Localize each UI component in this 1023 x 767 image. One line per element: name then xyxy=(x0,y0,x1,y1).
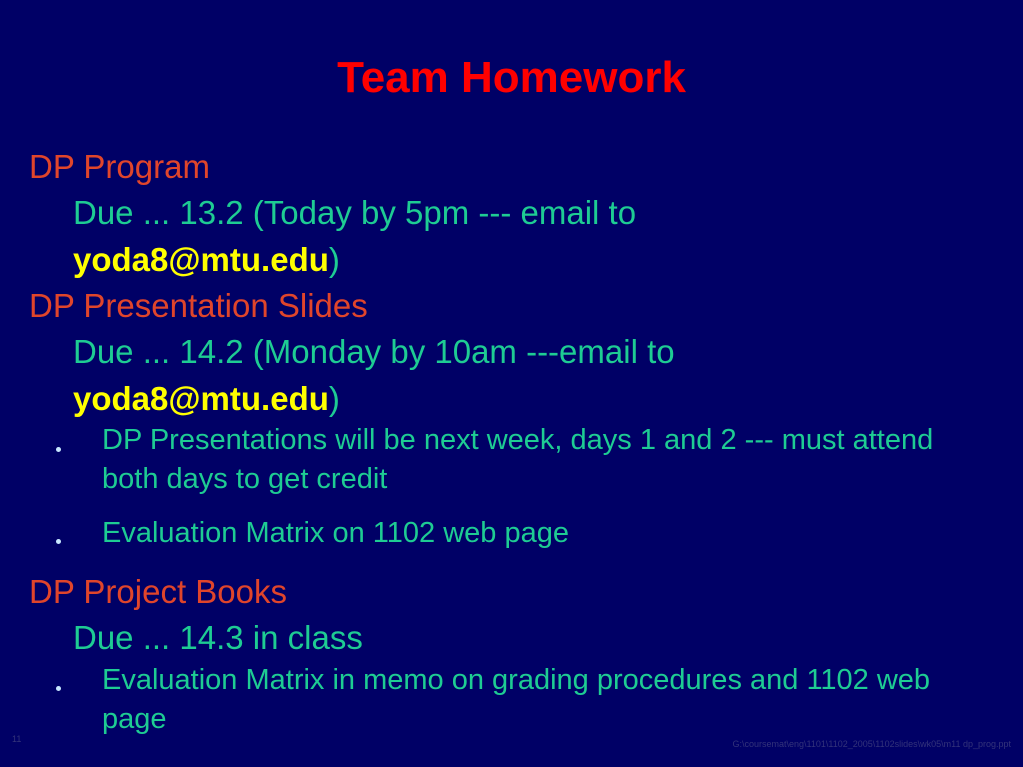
email-line-dp-program xyxy=(73,241,340,279)
email-address: yoda8@mtu.edu xyxy=(73,241,329,278)
close-paren: ) xyxy=(328,380,340,417)
file-path-footer: G:\coursemat\eng\1101\1102_2005\1102slides\wk05\m11 dp_prog.ppt xyxy=(732,739,1011,749)
bullet-icon xyxy=(56,447,61,452)
slide-title: Team Homework xyxy=(337,53,686,102)
page-number: 11 xyxy=(12,734,22,744)
bullet-item-evaluation-matrix: Evaluation Matrix on 1102 web page xyxy=(102,517,569,549)
close-paren: ) xyxy=(328,241,340,278)
bullet-item-presentations: DP Presentations will be next week, days 1 and 2 --- must attend both days to get credit xyxy=(102,424,934,495)
due-line-dp-presentation-slides: Due ... 14.2 (Monday by 10am ---email to xyxy=(73,333,675,370)
section-heading-dp-program: DP Program xyxy=(29,148,210,185)
bullet-icon xyxy=(56,539,61,544)
email-address: yoda8@mtu.edu xyxy=(73,380,329,417)
bullet-icon xyxy=(56,686,61,691)
email-line-dp-presentation-slides xyxy=(73,380,340,418)
section-heading-dp-project-books: DP Project Books xyxy=(29,573,288,610)
section-heading-dp-presentation-slides: DP Presentation Slides xyxy=(29,287,368,324)
due-line-dp-program: Due ... 13.2 (Today by 5pm --- email to xyxy=(73,194,637,231)
due-line-dp-project-books: Due ... 14.3 in class xyxy=(73,619,363,656)
bullet-item-evaluation-matrix-memo: Evaluation Matrix in memo on grading procedures and 1102 web page xyxy=(102,664,931,735)
